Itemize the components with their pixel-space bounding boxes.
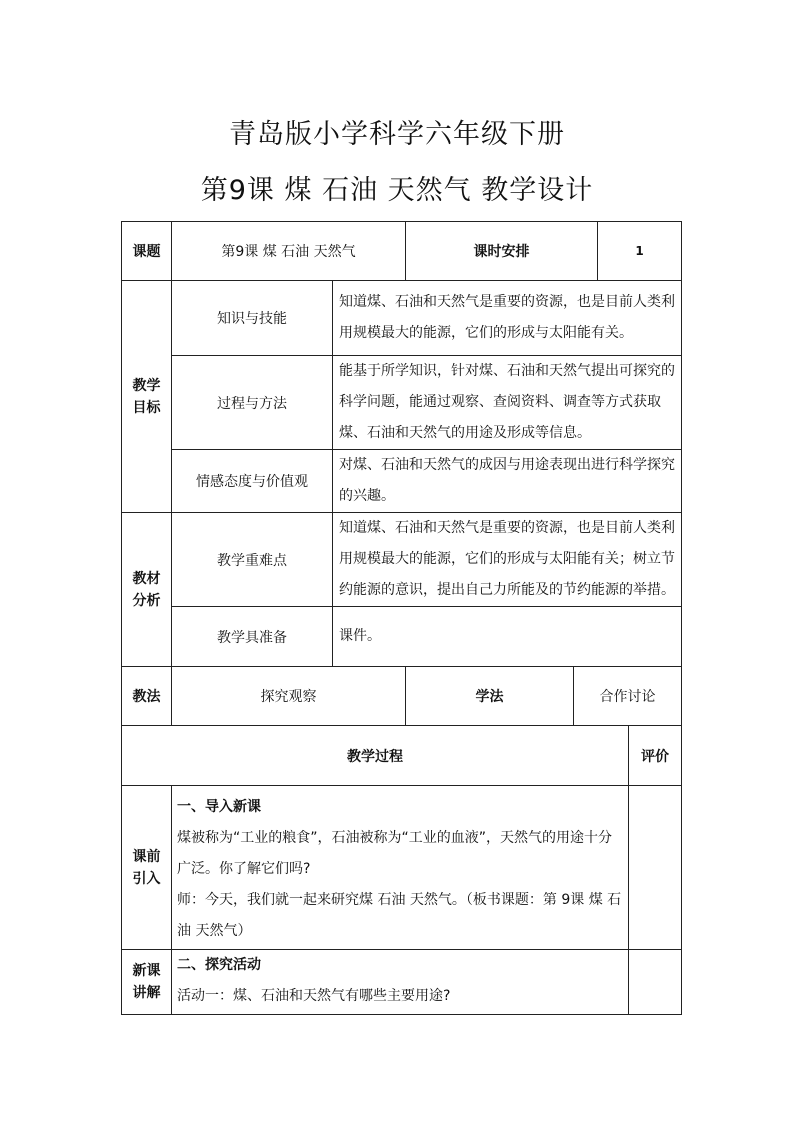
process-header: 教学过程 (122, 726, 629, 786)
label-line: 讲解 (132, 985, 161, 1001)
intro-label-text (122, 846, 171, 890)
process-header-row (122, 726, 682, 786)
new-lesson-evaluation (629, 950, 682, 1015)
goal-name: 过程与方法 (172, 356, 333, 450)
goal-text: 对煤、石油和天然气的成因与用途表现出进行科学探究的兴趣。 (333, 450, 682, 513)
goals-label-text (122, 375, 171, 419)
label-line: 教材 (132, 570, 161, 587)
lesson-subtitle: 第9课 煤 石油 天然气 教学设计 (200, 175, 594, 206)
material-name: 教学具准备 (172, 607, 333, 667)
label-line: 新课 (132, 963, 161, 979)
material-text: 知道煤、石油和天然气是重要的资源，也是目前人类利用规模最大的能源，它们的形成与太阳能有关；树立节约能源的意识，提出自己力所能及的节约能源的举措。 (333, 513, 682, 607)
new-lesson-row (122, 950, 682, 1015)
teach-method-value: 探究观察 (172, 667, 406, 726)
materials-label-text (122, 568, 171, 612)
new-lesson-label (122, 950, 172, 1015)
material-row (122, 607, 682, 667)
topic-value: 第9课 煤 石油 天然气 (172, 222, 406, 281)
goal-row (122, 450, 682, 513)
goal-name: 情感态度与价值观 (172, 450, 333, 513)
intro-label (122, 786, 172, 950)
new-lesson-label-text (122, 960, 171, 1004)
intro-row (122, 786, 682, 950)
learn-method-label: 学法 (406, 667, 574, 726)
goals-label (122, 281, 172, 513)
intro-heading: 一、导入新课 (177, 799, 261, 815)
goal-text: 能基于所学知识，针对煤、石油和天然气提出可探究的科学问题，能通过观察、查阅资料、调查等方式获取煤、石油和天然气的用途及形成等信息。 (333, 356, 682, 450)
label-line: 分析 (132, 592, 161, 609)
label-line: 引入 (132, 870, 161, 887)
topic-label: 课题 (122, 222, 172, 281)
intro-paragraph: 师：今天，我们就一起来研究煤 石油 天然气。（板书课题：第 9课 煤 石油 天然气） (177, 892, 622, 939)
intro-paragraph: 煤被称为“工业的粮食”，石油被称为“工业的血液”，天然气的用途十分广泛。你了解它们吗? (177, 830, 613, 877)
materials-label (122, 513, 172, 667)
label-line: 教学 (132, 377, 161, 394)
schedule-value: 1 (598, 222, 682, 281)
schedule-label: 课时安排 (406, 222, 598, 281)
topic-row (122, 222, 682, 281)
label-line: 目标 (132, 399, 161, 416)
new-lesson-heading: 二、探究活动 (177, 957, 261, 973)
new-lesson-paragraph: 活动一：煤、石油和天然气有哪些主要用途? (177, 988, 451, 1004)
new-lesson-content (172, 950, 629, 1015)
methods-row (122, 667, 682, 726)
goal-row (122, 356, 682, 450)
material-name: 教学重难点 (172, 513, 333, 607)
teach-method-label: 教法 (122, 667, 172, 726)
label-line: 课前 (132, 848, 161, 865)
intro-evaluation (629, 786, 682, 950)
learn-method-value: 合作讨论 (574, 667, 682, 726)
evaluation-header: 评价 (629, 726, 682, 786)
goal-name: 知识与技能 (172, 281, 333, 356)
material-row (122, 513, 682, 607)
material-text: 课件。 (333, 607, 682, 667)
goal-row (122, 281, 682, 356)
intro-content (172, 786, 629, 950)
lesson-plan-table (121, 221, 682, 1015)
goal-text: 知道煤、石油和天然气是重要的资源，也是目前人类利用规模最大的能源，它们的形成与太阳能有关。 (333, 281, 682, 356)
document-title: 青岛版小学科学六年级下册 (229, 119, 565, 150)
